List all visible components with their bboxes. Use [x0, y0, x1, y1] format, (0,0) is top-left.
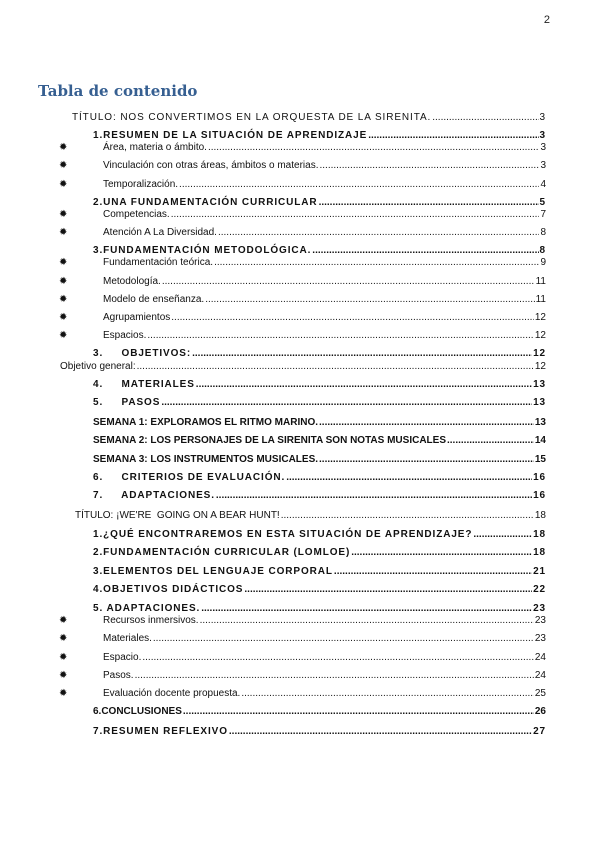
toc-leader-dots — [201, 603, 532, 615]
toc-entry-page: 14 — [534, 435, 546, 446]
toc-entry-page: 16 — [533, 490, 546, 501]
toc-entry-page: 23 — [534, 615, 546, 626]
toc-entry-label: 2.FUNDAMENTACIÓN CURRICULAR (LOMLOE) — [93, 547, 351, 558]
toc-entry[interactable] — [93, 603, 546, 615]
toc-entry-page: 4 — [540, 179, 546, 190]
toc-entry[interactable] — [93, 529, 546, 541]
toc-entry-label: Fundamentación teórica. — [103, 257, 214, 268]
toc-entry-page: 3 — [539, 112, 546, 123]
toc-entry[interactable] — [93, 348, 546, 360]
toc-entry[interactable] — [60, 361, 546, 373]
toc-entry-page: 11 — [535, 276, 546, 287]
toc-entry-label: 6. CRITERIOS DE EVALUACIÓN. — [93, 472, 286, 483]
toc-leader-dots — [447, 435, 534, 447]
toc-entry-page: 21 — [533, 566, 546, 577]
toc-title: Tabla de contenido — [38, 82, 198, 100]
toc-leader-dots — [147, 330, 534, 342]
toc-entry-label: Espacio. — [103, 652, 142, 663]
toc-entry[interactable] — [103, 294, 546, 306]
toc-entry-label: Espacios. — [103, 330, 147, 341]
toc-entry[interactable] — [93, 566, 546, 578]
toc-entry-label: Temporalización. — [103, 179, 179, 190]
toc-leader-dots — [319, 454, 534, 466]
toc-leader-dots — [214, 257, 539, 269]
toc-entry[interactable] — [93, 379, 546, 391]
toc-entry-label: 5. ADAPTACIONES. — [93, 603, 201, 614]
toc-entry-label: Evaluación docente propuesta. — [103, 688, 241, 699]
bullet-icon: ✹ — [59, 615, 68, 626]
toc-entry[interactable] — [93, 547, 546, 559]
toc-entry-label: Modelo de enseñanza. — [103, 294, 205, 305]
toc-entry-page: 8 — [540, 227, 546, 238]
toc-entry-page: 18 — [534, 510, 546, 521]
toc-entry-page: 18 — [533, 529, 546, 540]
bullet-icon: ✹ — [59, 688, 68, 699]
toc-entry-label: 3.ELEMENTOS DEL LENGUAJE CORPORAL — [93, 566, 333, 577]
toc-entry-page: 24 — [534, 670, 546, 681]
toc-leader-dots — [142, 652, 534, 664]
toc-entry[interactable] — [93, 397, 546, 409]
toc-entry-page: 13 — [534, 417, 546, 428]
toc-leader-dots — [171, 312, 534, 324]
bullet-icon: ✹ — [59, 179, 68, 190]
toc-entry[interactable] — [93, 245, 546, 257]
toc-entry-page: 24 — [534, 652, 546, 663]
toc-entry[interactable] — [93, 726, 546, 738]
toc-entry-label: 3.FUNDAMENTACIÓN METODOLÓGICA. — [93, 245, 312, 256]
toc-entry-label: Área, materia o ámbito. — [103, 142, 207, 153]
toc-leader-dots — [473, 529, 532, 541]
toc-leader-dots — [196, 379, 532, 391]
toc-leader-dots — [179, 179, 539, 191]
toc-entry[interactable] — [103, 633, 546, 645]
toc-leader-dots — [161, 397, 532, 409]
toc-entry-label: 7.RESUMEN REFLEXIVO — [93, 726, 228, 737]
toc-entry-page: 5 — [539, 197, 546, 208]
toc-entry-label: Objetivo general: — [60, 361, 136, 372]
toc-entry[interactable] — [103, 209, 546, 221]
toc-entry[interactable] — [93, 706, 546, 718]
toc-entry-page: 26 — [534, 706, 546, 717]
toc-leader-dots — [334, 566, 532, 578]
toc-entry-label: 5. PASOS — [93, 397, 161, 408]
toc-entry-label: SEMANA 3: LOS INSTRUMENTOS MUSICALES. — [93, 454, 319, 465]
toc-entry-page: 23 — [533, 603, 546, 614]
toc-leader-dots — [281, 510, 534, 522]
toc-entry-page: 13 — [533, 397, 546, 408]
toc-leader-dots — [286, 472, 532, 484]
toc-leader-dots — [319, 197, 539, 209]
toc-leader-dots — [368, 130, 538, 142]
bullet-icon: ✹ — [59, 209, 68, 220]
toc-entry[interactable] — [93, 130, 546, 142]
toc-leader-dots — [229, 726, 532, 738]
toc-entry[interactable] — [103, 330, 546, 342]
toc-entry[interactable] — [93, 472, 546, 484]
toc-entry-label: Vinculación con otras áreas, ámbitos o materias. — [103, 160, 319, 171]
toc-leader-dots — [162, 276, 535, 288]
toc-entry[interactable] — [103, 257, 546, 269]
toc-leader-dots — [218, 227, 539, 239]
toc-entry-label: 3. OBJETIVOS: — [93, 348, 192, 359]
toc-entry[interactable] — [103, 142, 546, 154]
toc-entry-page: 12 — [534, 330, 546, 341]
toc-leader-dots — [137, 361, 534, 373]
toc-entry[interactable] — [93, 490, 546, 502]
toc-entry-label: 6.CONCLUSIONES — [93, 706, 182, 717]
toc-entry-page: 7 — [540, 209, 546, 220]
toc-leader-dots — [244, 584, 532, 596]
toc-entry-label: 1.RESUMEN DE LA SITUACIÓN DE APRENDIZAJE — [93, 130, 368, 141]
toc-leader-dots — [171, 209, 540, 221]
toc-entry-page: 3 — [540, 142, 546, 153]
toc-entry[interactable] — [103, 688, 546, 700]
toc-leader-dots — [200, 615, 534, 627]
toc-entry-label: 4.OBJETIVOS DIDÁCTICOS — [93, 584, 244, 595]
toc-entry-page: 27 — [533, 726, 546, 737]
bullet-icon: ✹ — [59, 257, 68, 268]
toc-entry-page: 25 — [534, 688, 546, 699]
bullet-icon: ✹ — [59, 276, 68, 287]
toc-entry-label: 1.¿QUÉ ENCONTRAREMOS EN ESTA SITUACIÓN DE APRENDIZAJE? — [93, 529, 473, 540]
toc-entry-label: Agrupamientos — [103, 312, 171, 323]
toc-entry-page: 18 — [533, 547, 546, 558]
toc-entry-label: Materiales. — [103, 633, 152, 644]
toc-entry-label: Atención A La Diversidad. — [103, 227, 217, 238]
toc-entry[interactable] — [93, 584, 546, 596]
toc-leader-dots — [432, 112, 538, 124]
toc-entry-label: 7. ADAPTACIONES. — [93, 490, 215, 501]
toc-entry-page: 3 — [540, 160, 546, 171]
toc-entry-label: TÍTULO: ¡WE'RE GOING ON A BEAR HUNT! — [75, 510, 280, 521]
bullet-icon: ✹ — [59, 160, 68, 171]
toc-entry-page: 12 — [534, 361, 546, 372]
toc-entry-page: 9 — [540, 257, 546, 268]
toc-entry[interactable] — [103, 670, 546, 682]
bullet-icon: ✹ — [59, 142, 68, 153]
toc-entry[interactable] — [93, 417, 546, 429]
toc-leader-dots — [153, 633, 534, 645]
toc-leader-dots — [183, 706, 534, 718]
toc-leader-dots — [216, 490, 532, 502]
toc-entry-page: 16 — [533, 472, 546, 483]
bullet-icon: ✹ — [59, 670, 68, 681]
toc-entry[interactable] — [93, 197, 546, 209]
toc-entry-page: 11 — [535, 294, 546, 305]
toc-entry[interactable] — [93, 435, 546, 447]
toc-leader-dots — [319, 160, 539, 172]
toc-leader-dots — [241, 688, 534, 700]
toc-entry-label: Competencias. — [103, 209, 170, 220]
toc-entry[interactable] — [72, 112, 546, 124]
toc-leader-dots — [205, 294, 534, 306]
toc-entry-label: SEMANA 1: EXPLORAMOS EL RITMO MARINO. — [93, 417, 319, 428]
bullet-icon: ✹ — [59, 227, 68, 238]
bullet-icon: ✹ — [59, 312, 68, 323]
toc-entry-label: 2.UNA FUNDAMENTACIÓN CURRICULAR — [93, 197, 318, 208]
bullet-icon: ✹ — [59, 330, 68, 341]
toc-entry-page: 8 — [539, 245, 546, 256]
toc-leader-dots — [135, 670, 534, 682]
toc-leader-dots — [312, 245, 538, 257]
page-number: 2 — [543, 14, 550, 26]
toc-entry[interactable] — [93, 454, 546, 466]
toc-entry[interactable] — [103, 227, 546, 239]
toc-entry-label: 4. MATERIALES — [93, 379, 195, 390]
toc-leader-dots — [319, 417, 534, 429]
toc-entry-page: 12 — [534, 312, 546, 323]
toc-entry[interactable] — [103, 312, 546, 324]
toc-entry-page: 12 — [533, 348, 546, 359]
toc-entry[interactable] — [103, 276, 546, 288]
toc-entry-label: Metodología. — [103, 276, 161, 287]
toc-entry-page: 23 — [534, 633, 546, 644]
toc-leader-dots — [208, 142, 540, 154]
toc-entry[interactable] — [103, 652, 546, 664]
toc-entry[interactable] — [103, 615, 546, 627]
bullet-icon: ✹ — [59, 294, 68, 305]
toc-entry-page: 13 — [533, 379, 546, 390]
toc-leader-dots — [351, 547, 532, 559]
toc-entry-page: 15 — [534, 454, 546, 465]
toc-leader-dots — [192, 348, 532, 360]
toc-entry[interactable] — [75, 510, 546, 522]
toc-entry-label: Recursos inmersivos. — [103, 615, 199, 626]
toc-entry-label: SEMANA 2: LOS PERSONAJES DE LA SIRENITA SON NOTAS MUSICALES — [93, 435, 446, 446]
toc-entry-label: TÍTULO: NOS CONVERTIMOS EN LA ORQUESTA DE LA SIRENITA. — [72, 112, 432, 123]
bullet-icon: ✹ — [59, 633, 68, 644]
toc-entry[interactable] — [103, 160, 546, 172]
bullet-icon: ✹ — [59, 652, 68, 663]
toc-entry-label: Pasos. — [103, 670, 134, 681]
toc-entry-page: 22 — [533, 584, 546, 595]
toc-entry[interactable] — [103, 179, 546, 191]
toc-entry-page: 3 — [539, 130, 546, 141]
